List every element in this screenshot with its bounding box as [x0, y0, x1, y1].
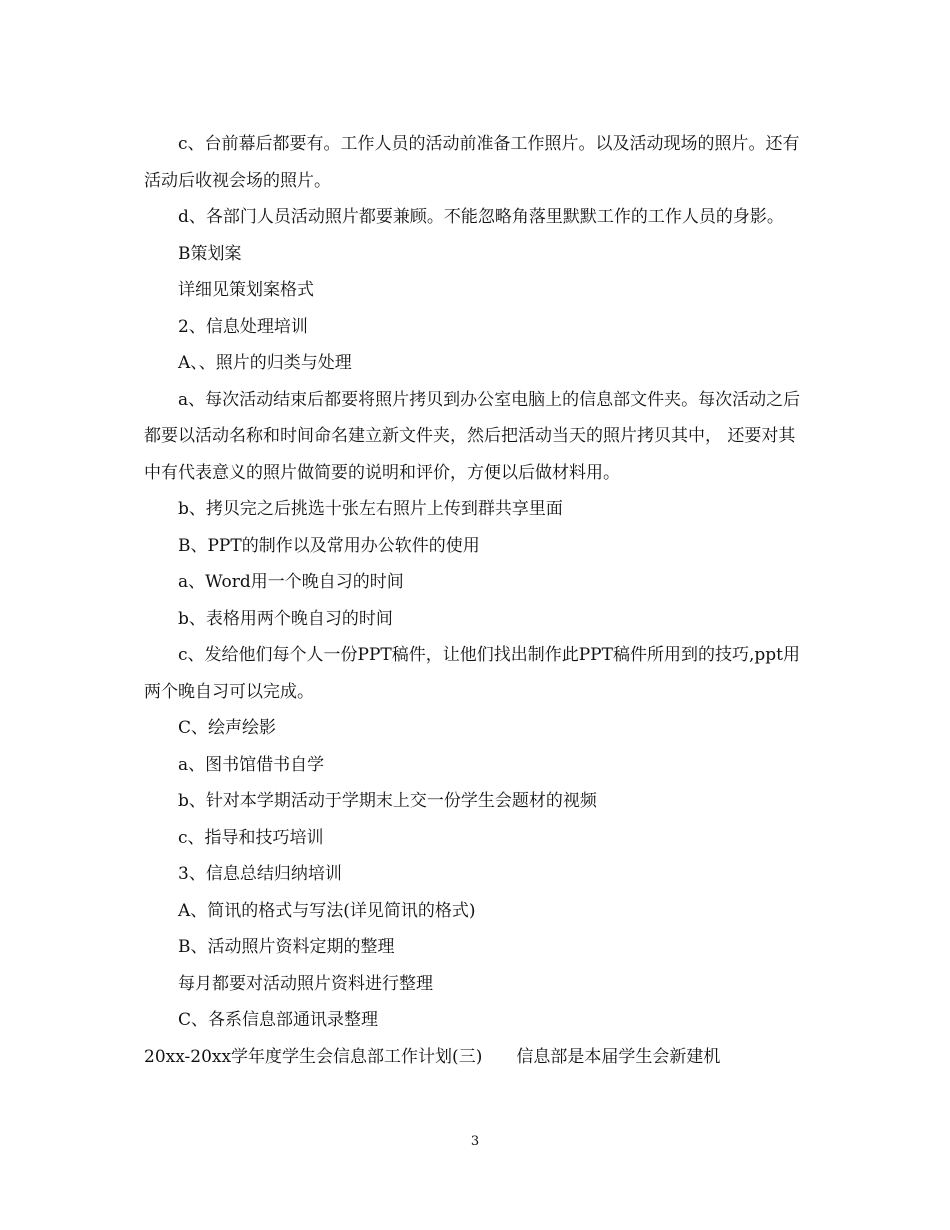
paragraph-spreadsheet-training: b、表格用两个晚自习的时间: [178, 608, 393, 629]
paragraph-plan-format: 详细见策划案格式: [178, 280, 314, 300]
paragraph-department-photos: d、各部门人员活动照片都要兼顾。不能忽略角落里默默工作的工作人员的身影。: [178, 207, 784, 227]
subheading-news-format: A、简讯的格式与写法(详见简讯的格式): [178, 900, 476, 921]
page-number: 3: [470, 1134, 480, 1149]
paragraph-video-submission: b、针对本学期活动于学期末上交一份学生会题材的视频: [178, 791, 597, 811]
paragraph-photo-scope: c、台前幕后都要有。工作人员的活动前准备工作照片。以及活动现场的照片。还有活动后收视会场的照片。: [144, 134, 800, 191]
section-heading-info-processing: 2、信息处理培训: [178, 316, 308, 337]
subheading-contact-list: C、各系信息部通讯录整理: [178, 1010, 379, 1030]
subheading-ppt-office: B、PPT的制作以及常用办公软件的使用: [178, 535, 480, 556]
subheading-photo-classification: A、、照片的归类与处理: [178, 353, 352, 373]
paragraph-monthly-archive: 每月都要对活动照片资料进行整理: [178, 973, 433, 994]
document-body: [144, 126, 808, 1075]
paragraph-skills-training: c、指导和技巧培训: [178, 827, 324, 848]
subheading-photo-archive: B、活动照片资料定期的整理: [178, 937, 395, 957]
paragraph-plan-three-start: 20xx-20xx学年度学生会信息部工作计划(三) 信息部是本届学生会新建机: [144, 1046, 721, 1067]
paragraph-word-training: a、Word用一个晚自习的时间: [178, 572, 404, 592]
paragraph-photo-upload: b、拷贝完之后挑选十张左右照片上传到群共享里面: [178, 499, 563, 519]
subheading-video-editing: C、绘声绘影: [178, 718, 277, 738]
paragraph-library-study: a、图书馆借书自学: [178, 754, 325, 775]
section-heading-info-summary: 3、信息总结归纳培训: [178, 864, 342, 884]
paragraph-photo-copy: a、每次活动结束后都要将照片拷贝到办公室电脑上的信息部文件夹。每次活动之后都要以活动名称和时间命名建立新文件夹，然后把活动当天的照片拷贝其中， 还要对其中有代表意义的照片做简要的说明和评价，方便以后做材料用。: [144, 389, 801, 483]
paragraph-plan-heading: B策划案: [178, 243, 242, 264]
paragraph-ppt-training: c、发给他们每个人一份PPT稿件，让他们找出制作此PPT稿件所用到的技巧,ppt用两个晚自习可以完成。: [144, 645, 800, 702]
